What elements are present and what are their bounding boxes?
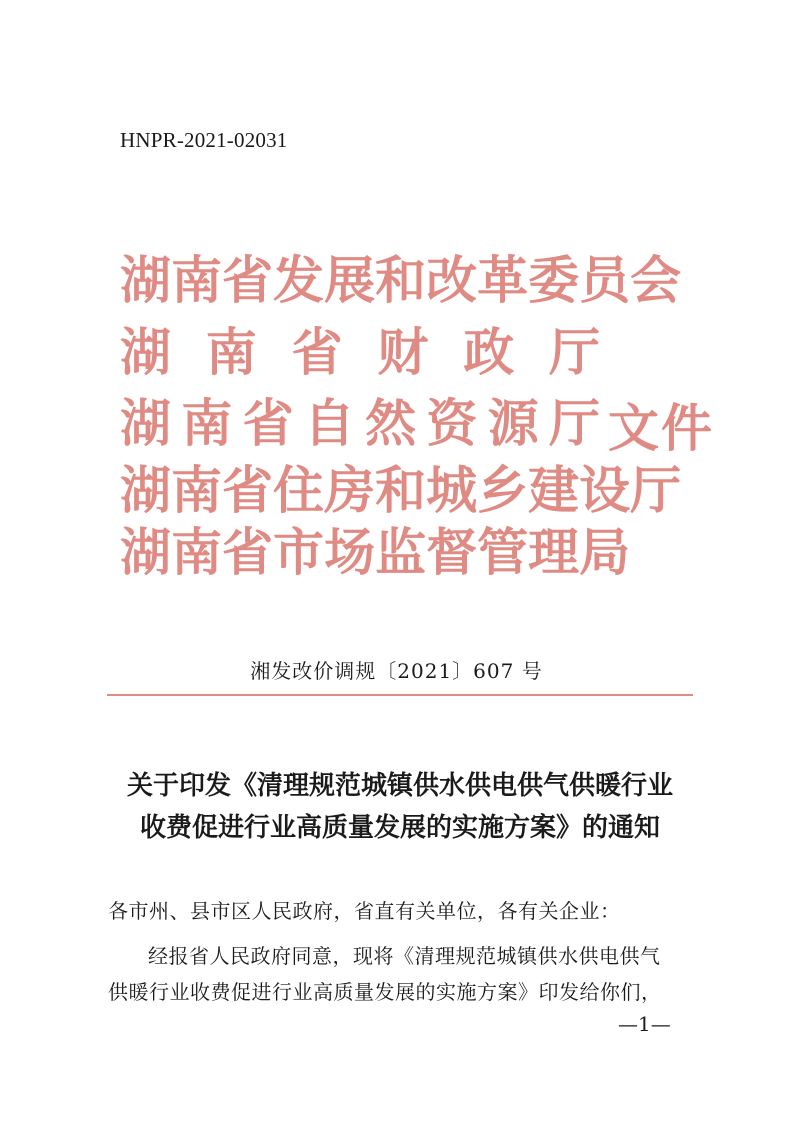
salutation: 各市州、县市区人民政府，省直有关单位，各有关企业： [108,899,621,923]
issuer-character: 南 [171,251,223,311]
issuer-character: 发 [273,251,325,311]
issuer-character: 湖 [120,461,172,521]
issuer-character: 湖 [120,394,172,454]
red-divider-line [107,694,693,696]
issuer-character: 省 [222,461,274,521]
issuer-character: 会 [630,251,682,311]
issuer-character: 政 [463,323,515,383]
issuer-character: 省 [222,523,274,583]
issuer-character: 场 [324,523,376,583]
issuer-character: 乡 [477,461,529,521]
document-title-line-2: 收费促进行业高质量发展的实施方案》的通知 [139,813,660,843]
issuer-header [120,252,720,582]
page-number: —1— [618,1012,671,1036]
issuer-character: 然 [365,394,417,454]
issuer-suffix: 文件 [608,400,715,459]
issuer-character: 城 [426,461,478,521]
issuer-character: 员 [579,251,631,311]
issuer-character: 管 [477,523,529,583]
issuer-character: 湖 [120,323,172,383]
issuer-character: 南 [181,394,233,454]
issuer-character: 厅 [548,323,600,383]
issuer-character: 理 [528,523,580,583]
issuer-character: 厅 [548,394,600,454]
issuer-character: 南 [205,323,257,383]
issuer-character: 省 [242,394,294,454]
issuer-character: 南 [171,461,223,521]
body-paragraph-line-2: 供暖行业收费促进行业高质量发展的实施方案》印发给你们， [108,980,662,1004]
issuer-character: 革 [477,251,529,311]
issuer-character: 自 [303,394,355,454]
issuer-character: 湖 [120,251,172,311]
issuer-character: 厅 [630,461,682,521]
issuer-character: 南 [171,523,223,583]
issuer-character: 市 [273,523,325,583]
issuer-line [120,523,631,583]
issuer-character: 湖 [120,523,172,583]
issuer-character: 和 [375,251,427,311]
issuer-line [120,324,600,382]
issuer-line [120,461,682,521]
issuer-character: 建 [528,461,580,521]
document-id: HNPR-2021-02031 [120,128,288,152]
document-number: 湘发改价调规〔2021〕607 号 [250,659,543,683]
issuer-character: 省 [222,251,274,311]
document-title-line-1: 关于印发《清理规范城镇供水供电供气供暖行业 [126,771,673,801]
issuer-character: 房 [324,461,376,521]
issuer-character: 展 [324,251,376,311]
issuer-character: 住 [273,461,325,521]
issuer-line [120,395,600,453]
body-paragraph-line-1: 经报省人民政府同意，现将《清理规范城镇供水供电供气 [148,944,661,968]
issuer-character: 督 [426,523,478,583]
issuer-line [120,251,682,311]
issuer-character: 财 [377,323,429,383]
issuer-character: 监 [375,523,427,583]
issuer-character: 和 [375,461,427,521]
issuer-character: 改 [426,251,478,311]
issuer-character: 源 [487,394,539,454]
issuer-character: 资 [426,394,478,454]
issuer-character: 省 [291,323,343,383]
issuer-character: 设 [579,461,631,521]
issuer-character: 委 [528,251,580,311]
issuer-character: 局 [579,523,631,583]
